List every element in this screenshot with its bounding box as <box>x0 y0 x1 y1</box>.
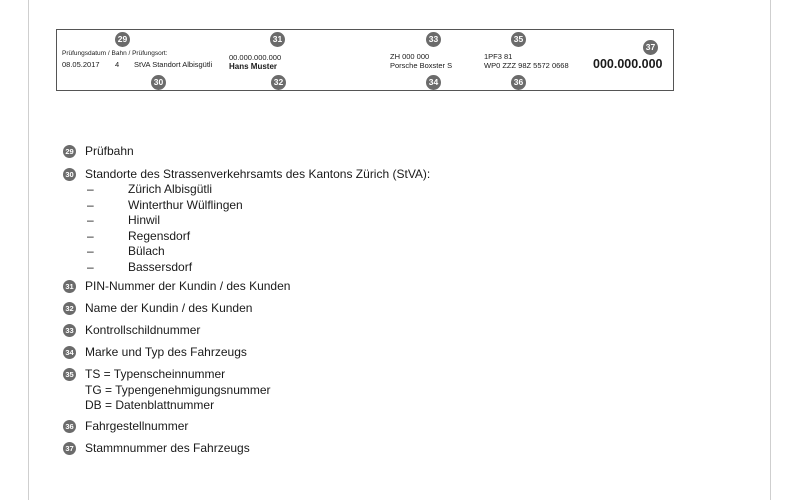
exam-date: 08.05.2017 <box>62 60 100 69</box>
marker-37: 37 <box>643 40 658 55</box>
list-dash: – <box>87 244 94 258</box>
number-badge: 32 <box>63 302 76 315</box>
exam-header-label: Prüfungsdatum / Bahn / Prüfungsort: <box>62 50 168 57</box>
marker-35: 35 <box>511 32 526 47</box>
sample-receipt <box>56 29 674 91</box>
legend-text: Prüfbahn <box>85 144 134 158</box>
customer-pin: 00.000.000.000 <box>229 53 282 62</box>
marker-31: 31 <box>270 32 285 47</box>
legend-text: TS = Typenscheinnummer <box>85 367 226 381</box>
legend-text: DB = Datenblattnummer <box>85 398 215 412</box>
number-badge: 36 <box>63 420 76 433</box>
list-dash: – <box>87 259 94 274</box>
legend-text: Fahrgestellnummer <box>85 419 189 433</box>
number-badge: 30 <box>63 168 76 181</box>
legend-text: Kontrollschildnummer <box>85 323 201 337</box>
marker-29: 29 <box>115 32 130 47</box>
customer-name: Hans Muster <box>229 62 278 71</box>
type-certificate-number: 1PF3 81 <box>484 52 513 61</box>
number-badge: 34 <box>63 346 76 359</box>
location-name: Winterthur Wülflingen <box>128 197 243 212</box>
marker-34: 34 <box>426 75 441 90</box>
legend-text: Standorte des Strassenverkehrsamts des Kantons Zürich (StVA): <box>85 167 431 181</box>
location-name: Bassersdorf <box>128 259 193 274</box>
location-name: Regensdorf <box>128 228 191 243</box>
marker-32: 32 <box>271 75 286 90</box>
marker-33: 33 <box>426 32 441 47</box>
marker-30: 30 <box>151 75 166 90</box>
number-badge: 31 <box>63 280 76 293</box>
legend-text: Name der Kundin / des Kunden <box>85 301 253 315</box>
list-dash: – <box>87 197 94 212</box>
location-name: Zürich Albisgütli <box>128 182 213 196</box>
location-name: Bülach <box>128 244 165 258</box>
list-dash: – <box>87 213 94 227</box>
number-badge: 37 <box>63 442 76 455</box>
number-badge: 35 <box>63 368 76 381</box>
number-badge: 29 <box>63 145 76 158</box>
legend-text: Stammnummer des Fahrzeugs <box>85 441 250 455</box>
vin-number: WP0 ZZZ 98Z 5572 0668 <box>484 61 569 70</box>
legend-text: PIN-Nummer der Kundin / des Kunden <box>85 279 291 293</box>
master-number: 000.000.000 <box>593 57 663 71</box>
license-plate: ZH 000 000 <box>390 52 430 61</box>
list-dash: – <box>87 228 94 243</box>
legend-text: TG = Typengenehmigungsnummer <box>85 382 271 397</box>
vehicle-model: Porsche Boxster S <box>390 61 453 70</box>
marker-36: 36 <box>511 75 526 90</box>
list-dash: – <box>87 182 94 196</box>
exam-lane: 4 <box>115 60 120 69</box>
exam-location: StVA Standort Albisgütli <box>134 60 213 69</box>
location-name: Hinwil <box>128 213 161 227</box>
legend-text: Marke und Typ des Fahrzeugs <box>85 345 247 359</box>
number-badge: 33 <box>63 324 76 337</box>
